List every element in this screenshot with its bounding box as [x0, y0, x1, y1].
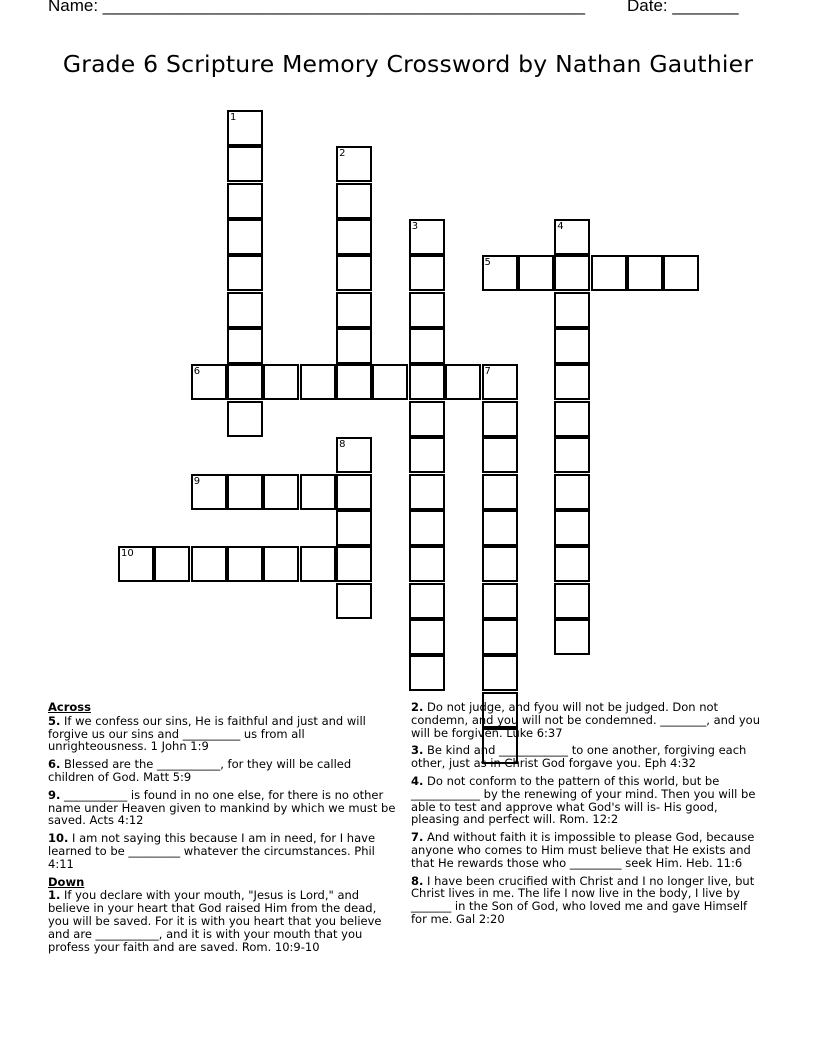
crossword-cell[interactable]	[409, 510, 445, 546]
crossword-cell[interactable]	[409, 474, 445, 510]
crossword-cell[interactable]	[227, 546, 263, 582]
crossword-cell[interactable]	[591, 255, 627, 291]
crossword-cell[interactable]	[336, 583, 372, 619]
crossword-cell[interactable]	[482, 401, 518, 437]
crossword-cell[interactable]	[336, 364, 372, 400]
crossword-cell[interactable]	[227, 255, 263, 291]
crossword-cell[interactable]	[227, 474, 263, 510]
crossword-cell[interactable]	[336, 510, 372, 546]
cell-number: 9	[193, 475, 201, 487]
crossword-cell[interactable]	[482, 583, 518, 619]
clue-text: If you declare with your mouth, "Jesus is Lord," and believe in your heart that God raised Him from the dead, you will be saved. For it is with you heart that you believe and are ___________, and it is with your mouth that you profess your faith and are saved. Rom. 10:9-10	[48, 888, 382, 954]
crossword-cell[interactable]	[554, 255, 590, 291]
crossword-cell[interactable]	[627, 255, 663, 291]
crossword-cell[interactable]	[227, 219, 263, 255]
clue-number: 5.	[48, 713, 61, 728]
clue-text: ___________ is found in no one else, for there is no other name under Heaven given to mankind by which we must be saved. Acts 4:12	[48, 787, 396, 828]
crossword-cell[interactable]	[482, 255, 518, 291]
crossword-cell[interactable]	[300, 364, 336, 400]
clue-down-4	[411, 775, 763, 826]
crossword-cell[interactable]	[554, 437, 590, 473]
crossword-cell[interactable]	[336, 546, 372, 582]
crossword-cell[interactable]	[227, 401, 263, 437]
crossword-cell[interactable]	[227, 364, 263, 400]
crossword-cell[interactable]	[482, 474, 518, 510]
crossword-cell[interactable]	[445, 364, 481, 400]
crossword-cell[interactable]	[409, 583, 445, 619]
crossword-cell[interactable]	[554, 219, 590, 255]
crossword-cell[interactable]	[554, 619, 590, 655]
crossword-cell[interactable]	[336, 328, 372, 364]
crossword-cell[interactable]	[554, 328, 590, 364]
crossword-cell[interactable]	[191, 474, 227, 510]
crossword-cell[interactable]	[227, 328, 263, 364]
crossword-cell[interactable]	[409, 546, 445, 582]
cell-number: 4	[557, 221, 564, 233]
crossword-cell[interactable]	[409, 655, 445, 691]
crossword-cell[interactable]	[409, 292, 445, 328]
crossword-cell[interactable]	[554, 546, 590, 582]
clue-number: 8.	[411, 873, 424, 888]
crossword-cell[interactable]	[409, 437, 445, 473]
crossword-cell[interactable]	[554, 401, 590, 437]
clue-number: 10.	[48, 831, 69, 846]
clue-number: 4.	[411, 773, 424, 788]
crossword-cell[interactable]	[336, 437, 372, 473]
clue-number: 6.	[48, 757, 61, 772]
crossword-cell[interactable]	[554, 292, 590, 328]
crossword-cell[interactable]	[372, 364, 408, 400]
crossword-cell[interactable]	[263, 364, 299, 400]
crossword-cell[interactable]	[191, 364, 227, 400]
cell-number: 2	[339, 148, 346, 160]
name-field-line: Name: ___________________________________________________	[48, 0, 585, 15]
cell-number: 1	[230, 112, 237, 123]
crossword-cell[interactable]	[554, 364, 590, 400]
date-field-line: Date: _______	[627, 0, 739, 15]
crossword-cell[interactable]	[554, 583, 590, 619]
crossword-cell[interactable]	[554, 510, 590, 546]
crossword-cell[interactable]	[227, 110, 263, 146]
crossword-cell[interactable]	[336, 219, 372, 255]
clue-number: 1.	[48, 888, 61, 903]
cell-number: 5	[484, 257, 491, 269]
crossword-cell[interactable]	[409, 619, 445, 655]
crossword-cell[interactable]	[227, 183, 263, 219]
crossword-cell[interactable]	[482, 437, 518, 473]
clue-text: If we confess our sins, He is faithful and just and will forgive us our sins and __________ us from all unrighteousness. 1 John 1:9	[48, 713, 366, 754]
clue-down-7	[411, 831, 763, 869]
crossword-cell[interactable]	[482, 546, 518, 582]
clue-number: 9.	[48, 787, 61, 802]
crossword-cell[interactable]	[336, 255, 372, 291]
clue-number: 2.	[411, 700, 424, 714]
crossword-cell[interactable]	[409, 401, 445, 437]
crossword-cell[interactable]	[154, 546, 190, 582]
cell-number: 3	[411, 221, 419, 233]
crossword-cell[interactable]	[191, 546, 227, 582]
clue-text: I am not saying this because I am in need, for I have learned to be _________ whatever the circumstances. Phil 4:11	[48, 831, 376, 871]
clue-across-9	[48, 789, 400, 827]
clue-number: 7.	[411, 830, 424, 845]
clue-number: 3.	[411, 743, 424, 758]
clue-text: Do not judge, and fyou will not be judged. Don not condemn, and you will not be condemned. ________, and you will be forgiven. Luke 6:37	[411, 700, 760, 740]
clue-down-8	[411, 875, 763, 926]
crossword-cell[interactable]	[409, 364, 445, 400]
clue-text: And without faith it is impossible to please God, because anyone who comes to Him must believe that He exists and that He rewards those who _________ seek Him. Heb. 11:6	[411, 830, 755, 870]
clue-text: I have been crucified with Christ and I no longer live, but Christ lives in me. The life I now live in the body, I live by _______ in the Son of God, who loved me and gave Himself for me. Gal 2:20	[411, 873, 755, 926]
crossword-cell[interactable]	[227, 146, 263, 182]
crossword-cell[interactable]	[663, 255, 699, 291]
clue-down-1	[48, 889, 400, 953]
cell-number: 7	[484, 366, 491, 378]
clues-right-column	[411, 701, 763, 931]
page-title: Grade 6 Scripture Memory Crossword by Nathan Gauthier	[62, 50, 754, 78]
clue-text: Blessed are the ___________, for they will be called children of God. Matt 5:9	[48, 757, 352, 784]
clue-across-5	[48, 715, 400, 753]
crossword-cell[interactable]	[482, 619, 518, 655]
crossword-cell[interactable]	[482, 510, 518, 546]
crossword-cell[interactable]	[263, 546, 299, 582]
clue-down-3	[411, 744, 763, 770]
crossword-cell[interactable]	[300, 474, 336, 510]
crossword-cell[interactable]	[518, 255, 554, 291]
crossword-cell[interactable]	[336, 183, 372, 219]
clue-text: Be kind and ____________ to one another, forgiving each other, just as in Christ God forgave you. Eph 4:32	[411, 743, 747, 771]
crossword-cell[interactable]	[409, 255, 445, 291]
cell-number: 10	[121, 548, 134, 560]
crossword-cell[interactable]	[409, 328, 445, 364]
crossword-cell[interactable]	[118, 546, 154, 582]
crossword-cell[interactable]	[336, 146, 372, 182]
clue-text: Do not conform to the pattern of this world, but be ____________ by the renewing of your mind. Then you will be able to test and approve what God's will is- His good, pleasing and perfect will. Rom. 12:2	[411, 773, 756, 827]
clues-left-column	[48, 701, 400, 958]
clue-down-2	[411, 701, 763, 739]
across-heading: Across	[48, 700, 91, 714]
crossword-cell[interactable]	[482, 364, 518, 400]
crossword-cell[interactable]	[482, 655, 518, 691]
crossword-cell[interactable]	[409, 219, 445, 255]
cell-number: 6	[193, 366, 201, 378]
clue-across-6	[48, 758, 400, 784]
crossword-cell[interactable]	[300, 546, 336, 582]
crossword-cell[interactable]	[336, 474, 372, 510]
crossword-cell[interactable]	[336, 292, 372, 328]
crossword-cell[interactable]	[227, 292, 263, 328]
cell-number: 8	[339, 439, 346, 451]
down-heading: Down	[48, 874, 85, 889]
clue-across-10	[48, 832, 400, 870]
crossword-cell[interactable]	[554, 474, 590, 510]
crossword-cell[interactable]	[263, 474, 299, 510]
